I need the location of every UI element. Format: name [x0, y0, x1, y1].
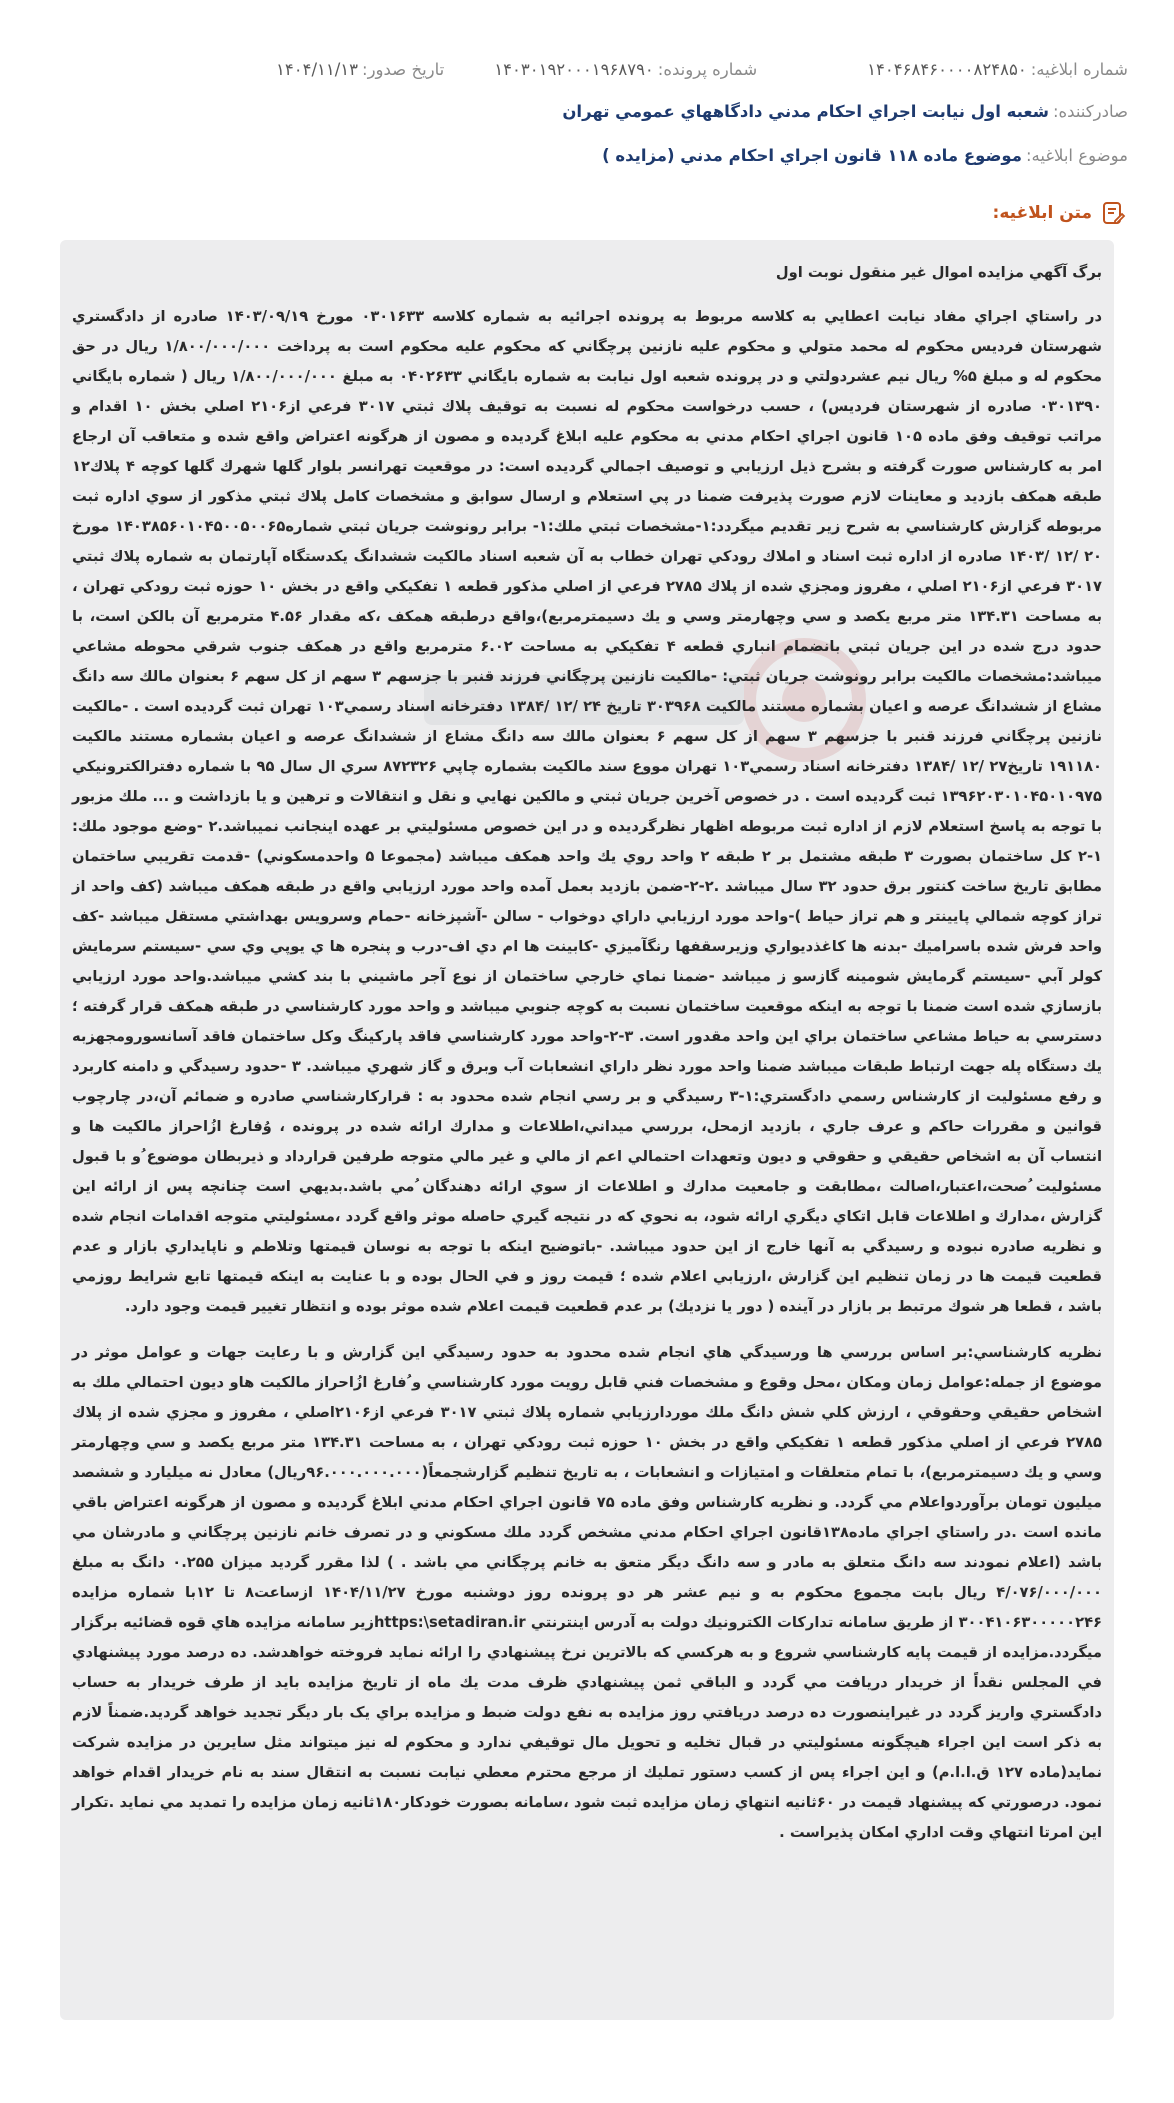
subject-label: موضوع ابلاغيه:	[1025, 145, 1128, 165]
case-number	[494, 60, 757, 79]
notice-text-body	[72, 240, 1102, 2020]
notice-text-heading	[993, 196, 1126, 230]
notice-number	[867, 60, 1128, 79]
issue-date-value: ۱۴۰۴/۱۱/۱۳	[276, 59, 359, 79]
case-number-value: ۱۴۰۳۰۱۹۲۰۰۰۱۹۶۸۷۹۰	[494, 59, 654, 79]
issue-date	[276, 60, 444, 79]
issuer-row	[46, 94, 1128, 128]
document-edit-icon	[1100, 200, 1126, 226]
notice-text-box	[60, 240, 1114, 2020]
issuer-label: صادرکننده:	[1052, 101, 1128, 121]
case-number-label: شماره پرونده:	[657, 59, 758, 79]
subject-value: موضوع ماده ۱۱۸ قانون اجراي احکام مدني (مزايده )	[602, 145, 1022, 165]
notice-paragraph-2: نظريه كارشناسي:بر اساس بررسي ها ورسيدگي هاي انجام شده محدود به حدود رسيدگي اين گزارش و با رعايت جهات و عوامل موثر در موضوع از جمله:عوامل زمان ومكان ،محل وقوع و مشخصات فني قابل رويت مورد كارشناسي و ُفارغ ازُاحراز مالكيت هاو ديون احتمالي ملك به اشخاص حقيقي وحقوقي ، ارزش كلي شش دانگ ملك موردارزيابي شماره پلاك ثبتي ۳۰۱۷ فرعي از۲۱۰۶اصلي ، مفروز و مجزي شده از پلاك ۲۷۸۵ فرعي از اصلي مذكور قطعه ۱ تفكيكي واقع در بخش ۱۰ حوزه ثبت رودكي تهران ، به مساحت ۱۳۴.۳۱ متر مربع يكصد و سي وچهارمتر وسي و يك دسيمترمربع)، با تمام متعلقات و امتيازات و انشعابات ، به تاريخ تنظيم گزارشجمعاً(۹۶.۰۰۰.۰۰۰.۰۰۰ريال) معادل نه ميليارد و ششصد ميليون تومان برآوردواعلام مي گردد. و نظريه كارشناس وفق ماده ۷۵ قانون اجراي احكام مدني ابلاغ گرديده و مصون از هرگونه اعتراض باقي مانده است .در راستاي اجراي ماده۱۳۸قانون اجراي احكام مدني مشخص گردد ملك مسكوني و در تصرف خانم نازنين پرچگاني و مادرشان مي باشد (اعلام نمودند سه دانگ متعلق به مادر و سه دانگ ديگر متعق به خانم پرچگاني مي باشد . ) لذا مقرر گرديد ميزان ۰.۲۵۵ دانگ به مبلغ ۴/۰۷۶/۰۰۰/۰۰۰ ريال بابت مجموع محكوم به و نيم عشر هر دو پرونده روز دوشنبه مورخ ۱۴۰۴/۱۱/۲۷ ازساعت۸ تا ۱۲با شماره مزايده ۳۰۰۴۱۰۶۳۰۰۰۰۰۲۴۶ از طريق سامانه تداركات الكترونيك دولت به آدرس اينترنتي https:\setadiran.irزير سامانه مزايده هاي قوه قضائيه برگزار ميگردد.مزايده از قيمت پايه كارشناسي شروع و به هركسي كه بالاترين نرخ پيشنهادي را ارائه نمايد فروخته خواهدشد. ده درصد مورد پيشنهادي في المجلس نقداً از خريدار دريافت مي گردد و الباقي ثمن پيشنهادي ظرف مدت يك ماه از تاريخ مزايده بايد از طرف خريدار به حساب دادگستري واريز گردد در غيراينصورت ده درصد دريافتي روز مزايده به نفع دولت ضبط و مزايده براي يک بار ديگر تجديد خواهد گرديد.ضمناً لازم به ذكر است اين اجراء هيچگونه مسئوليتي در قبال تخليه و تحويل مال توقيفي ندارد و محكوم له نيز ميتواند مثل سايرين در مزايده شركت نمايد(ماده ۱۲۷ ق.ا.ا.م) و اين اجراء پس از كسب دستور تمليك از مرجع محترم معطي نيابت نسبت به انتقال سند به نام خريدار اقدام خواهد نمود. درصورتي كه پيشنهاد قيمت در ۶۰ثانيه انتهاي زمان مزايده ثبت شود ،سامانه بصورت خودكار۱۸۰ثانيه زمان مزايده را تمديد مي نمايد .تكرار اين امرتا انتهاي وقت اداري امكان پذيراست .	[72, 1344, 1102, 1841]
issue-date-label: تاريخ صدور:	[362, 59, 445, 79]
notice-meta-row	[46, 52, 1128, 86]
subject-row	[46, 138, 1128, 172]
notice-number-label: شماره ابلاغيه:	[1030, 59, 1128, 79]
notice-title: برگ آگهي مزايده اموال غير منقول نوبت اول	[775, 264, 1102, 281]
notice-paragraph-1: در راستاي اجراي مفاد نيابت اعطايي به كلاسه مربوط به پرونده اجرائيه به شماره كلاسه ۰۳۰۱۶۳۳ مورخ ۱۴۰۳/۰۹/۱۹ صادره از دادگستري شهرستان فرديس محكوم له محمد متولي و محكوم عليه نازنين پرچگاني كه محكوم عليه محكوم است به پرداخت ۱/۸۰۰/۰۰۰/۰۰۰ ريال در حق محكوم له و مبلغ ۵% ريال نيم عشردولتي و در پرونده شعبه اول نيابت به شماره بايگاني ۰۴۰۲۶۳۳ به مبلغ ۱/۸۰۰/۰۰۰/۰۰۰ ريال ( شماره بايگاني ۰۳۰۱۳۹۰ صادره از شهرستان فرديس) ، حسب درخواست محكوم له نسبت به توقيف پلاك ثبتي ۳۰۱۷ فرعي از۲۱۰۶ اصلي بخش ۱۰ اقدام و مراتب توقيف وفق ماده ۱۰۵ قانون اجراي احكام مدني به محكوم عليه ابلاغ گرديده و مصون از هرگونه اعتراض واقع شده و متعاقب آن ارجاع امر به كارشناس صورت گرفته و بشرح ذيل ارزيابي و توصيف اجمالي گرديده است: در موقعيت تهرانسر بلوار گلها شهرك گلها كوچه ۴ پلاك۱۲ طبقه همكف بازديد و معاينات لازم صورت پذيرفت ضمنا در پي استعلام و ارسال سوابق و مشخصات كامل پلاك ثبتي مذكور از سوي اداره ثبت مربوطه گزارش كارشناسي به شرح زير تقديم ميگردد:۱-مشخصات ثبتي ملك:۱- برابر رونوشت جريان ثبتي شماره۱۴۰۳۸۵۶۰۱۰۴۵۰۰۵۰۰۶۵ مورخ ۲۰ /۱۲ /۱۴۰۳ صادره از اداره ثبت اسناد و املاك رودكي تهران خطاب به آن شعبه اسناد مالكيت ششدانگ يكدستگاه آپارتمان به شماره پلاك ثبتي ۳۰۱۷ فرعي از۲۱۰۶ اصلي ، مفروز ومجزي شده از پلاك ۲۷۸۵ فرعي از اصلي مذكور قطعه ۱ تفكيكي واقع در بخش ۱۰ حوزه ثبت رودكي تهران ، به مساحت ۱۳۴.۳۱ متر مربع يكصد و سي وچهارمتر وسي و يك دسيمترمربع)،واقع درطبقه همكف ،كه مقدار ۴.۵۶ مترمربع آن بالكن است، با حدود درج شده در اين جريان ثبتي بانضمام انباري قطعه ۴ تفكيكي به مساحت ۶.۰۲ مترمربع واقع در همكف جنوب شرقي محوطه مشاعي ميباشد:مشخصات مالكيت برابر رونوشت جريان ثبتي: -مالكيت نازنين پرچگاني فرزند قنبر با جزسهم ۳ سهم از كل سهم ۶ بعنوان مالك سه دانگ مشاع از ششدانگ عرصه و اعيان بشماره مستند مالكيت ۳۰۳۹۶۸ تاريخ ۲۴ /۱۲ /۱۳۸۴ دفترخانه اسناد رسمي۱۰۳ تهران ثبت گرديده است . -مالكيت نازنين پرچگاني فرزند قنبر با جزسهم ۳ سهم از كل سهم ۶ بعنوان مالك سه دانگ مشاع از ششدانگ عرصه و اعيان بشماره مستند مالكيت ۱۹۱۱۸۰ تاريخ۲۷ /۱۲ /۱۳۸۴ دفترخانه اسناد رسمي۱۰۳ تهران مووع سند مالكيت بشماره چاپي ۸۷۲۳۲۶ سري ال سال ۹۵ با شماره دفترالكترونيكي ۱۳۹۶۲۰۳۰۱۰۴۵۰۱۰۹۷۵ ثبت گرديده است . در خصوص آخرين جريان ثبتي و مالكين نهايي و نقل و انتقالات و ترهين و يا بازداشت و ... ملك مزبور با توجه به پاسخ استعلام لازم از اداره ثبت مربوطه اظهار نظرگرديده و در اين خصوص مسئوليتي بر عهده اينجانب نميباشد.۲ -وضع موجود ملك: ۱-۲ كل ساختمان بصورت ۳ طبقه مشتمل بر ۲ طبقه ۲ واحد روي يك واحد همكف ميباشد (مجموعا ۵ واحدمسكوني) -قدمت تقريبي ساختمان مطابق تاريخ ساخت كنتور برق حدود ۳۲ سال ميباشد .۲-۲-ضمن بازديد بعمل آمده واحد مورد ارزيابي واقع در طبقه همكف ميباشد (كف واحد از تراز كوچه شمالي پايينتر و هم تراز حياط )-واحد مورد ارزيابي داراي دوخواب - سالن -آشپزخانه -حمام وسرويس بهداشتي مستقل ميباشد -كف واحد فرش شده باسراميك -بدنه ها كاغذديواري وزيرسقفها رنگآميزي -كابينت ها ام دي اف-درب و پنجره ها ي يوپي وي سي -سيستم سرمايش كولر آبي -سيستم گرمايش شومينه گازسو ز ميباشد -ضمنا نماي خارجي ساختمان از نوع آجر ماشيني با بند كشي ميباشد.واحد مورد ارزيابي بازسازي شده است ضمنا با توجه به اينكه موقعيت ساختمان نسبت به كوچه جنوبي ميباشد و واحد مورد كارشناسي در طبقه همكف قرار گرفته ؛ دسترسي به حياط مشاعي ساختمان براي اين واحد مقدور است. ۳-۲-واحد مورد كارشناسي فاقد پاركينگ وكل ساختمان فاقد آسانسورومجهزبه يك دستگاه پله جهت ارتباط طبقات ميباشد ضمنا واحد مورد نظر داراي انشعابات آب وبرق و گاز شهري ميباشد. ۳ -حدود رسيدگي و دامنه كاربرد و رفع مسئوليت از كارشناس رسمي دادگستري:۱-۳ رسيدگي و بر رسي انجام شده محدود به : قراركارشناسي صادره و ضمائم آن،در چارچوب قوانين و مقررات حاكم و عرف جاري ، بازديد ازمحل، بررسي ميداني،اطلاعات و مدارك ارائه شده در پرونده ، وُفارغ ازُاحراز مالكيت ها و انتساب آن به اشخاص حقيقي و حقوقي و ديون وتعهدات احتمالي اعم از مالي و غير مالي متوجه طرفين قرارداد و ذيربطان موضوع ُو با قبول مسئوليت ُصحت،اعتبار،اصالت ،مطابقت و جامعيت مدارك و اطلاعات از سوي ارائه دهندگان ُمي باشد.بديهي است چنانچه پس از ارائه اين گزارش ،مدارك و اطلاعات قابل اتكاي ديگري ارائه شود، به نحوي كه در نتيجه گيري حاصله موثر واقع گردد ،مسئوليتي متوجه اقدامات انجام شده و نظريه صادره نبوده و رسيدگي به آنها خارج از اين حدود ميباشد. -باتوضيح اينكه با توجه به نوسان قيمتها وتلاطم و ناپايداري بازار و عدم قطعيت قيمت ها در زمان تنظيم اين گزارش ،ارزيابي اعلام شده ؛ قيمت روز و في الحال بوده و با عنايت به اينكه قيمتها تابع شرايط روزمي باشد ، قطعا هر شوك مرتبط بر بازار در آينده ( دور يا نزديك) بر عدم قطعيت قيمت اعلام شده موثر بوده و انتظار تغيير قيمت وجود دارد.	[72, 308, 1103, 1315]
notice-number-value: ۱۴۰۴۶۸۴۶۰۰۰۰۸۲۴۸۵۰	[867, 59, 1027, 79]
issuer-value: شعبه اول نيابت اجراي احكام مدني دادگاههاي عمومي تهران	[562, 101, 1049, 121]
notice-text-label: متن ابلاغيه:	[992, 203, 1092, 223]
